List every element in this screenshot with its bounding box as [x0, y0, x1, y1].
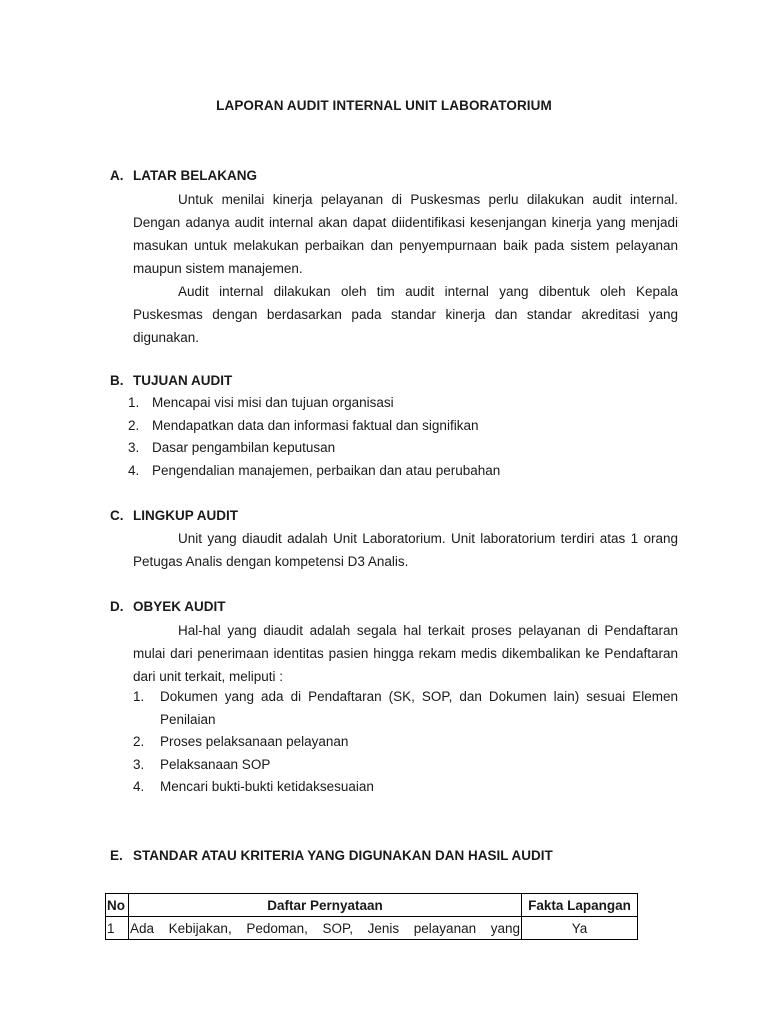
cell-no: 1 [106, 917, 129, 940]
section-d-letter: D. [110, 599, 124, 614]
section-c-paragraph-1: Unit yang diaudit adalah Unit Laboratorium. Unit laboratorium terdiri atas 1 orang Petugas Analis dengan kompetensi D3 Analis. [133, 531, 678, 569]
section-a-title: LATAR BELAKANG [133, 168, 257, 183]
list-text: Pelaksanaan SOP [160, 756, 271, 772]
list-text: Mencari bukti-bukti ketidaksesuaian [160, 779, 374, 794]
section-b-heading [110, 373, 232, 388]
section-d-list [133, 686, 678, 799]
section-a-letter: A. [110, 168, 124, 183]
section-c-heading [110, 508, 238, 523]
list-text: Dasar pengambilan keputusan [152, 440, 336, 455]
list-text: Pengendalian manajemen, perbaikan dan atau perubahan [152, 462, 501, 478]
list-number: 3. [128, 440, 140, 455]
list-number: 4. [128, 462, 140, 478]
header-no: No [106, 894, 129, 917]
audit-table [105, 893, 638, 940]
section-b-title: TUJUAN AUDIT [133, 373, 233, 388]
section-e-heading [110, 848, 553, 863]
cell-statement: Ada Kebijakan, Pedoman, SOP, Jenis pelayanan yang [129, 917, 522, 940]
list-item [128, 460, 688, 483]
section-c-title: LINGKUP AUDIT [133, 508, 239, 523]
list-item [133, 754, 678, 777]
list-item [133, 731, 678, 754]
header-statement: Daftar Pernyataan [129, 894, 522, 917]
list-text: Mencapai visi misi dan tujuan organisasi [152, 395, 394, 410]
list-number: 1. [133, 689, 145, 704]
list-number: 1. [128, 395, 140, 410]
section-d-heading [110, 599, 226, 614]
list-item [128, 392, 688, 415]
list-number: 4. [133, 779, 145, 794]
list-text: Dokumen yang ada di Pendaftaran (SK, SOP, dan Dokumen lain) sesuai Elemen Penilaian [160, 689, 678, 727]
section-d-title: OBYEK AUDIT [133, 599, 226, 614]
section-d-paragraph-1: Hal-hal yang diaudit adalah segala hal terkait proses pelayanan di Pendaftaran mulai dari penerimaan identitas pasien hingga rekam medis dikembalikan ke Pendaftaran dari unit terkait, meliputi : [133, 623, 678, 684]
section-a-paragraph-1: Untuk menilai kinerja pelayanan di Puskesmas perlu dilakukan audit internal. Dengan adanya audit internal akan dapat diidentifikasi kesenjangan kinerja yang menjadi masukan untuk melakukan perbaikan dan penyempurnaan baik pada sistem pelayanan maupun sistem manajemen. [133, 192, 678, 276]
section-e-letter: E. [110, 848, 123, 863]
list-text: Mendapatkan data dan informasi faktual dan signifikan [152, 417, 479, 433]
list-item [133, 686, 678, 731]
section-a-paragraph-2: Audit internal dilakukan oleh tim audit internal yang dibentuk oleh Kepala Puskesmas dengan berdasarkan pada standar kinerja dan standar akreditasi yang digunakan. [133, 284, 678, 345]
list-number: 3. [133, 756, 145, 772]
list-text: Proses pelaksanaan pelayanan [160, 734, 349, 749]
list-number: 2. [133, 734, 145, 749]
header-fact: Fakta Lapangan [522, 894, 638, 917]
document-title: LAPORAN AUDIT INTERNAL UNIT LABORATORIUM [216, 98, 552, 113]
table-row [106, 917, 638, 940]
section-b-letter: B. [110, 373, 124, 388]
list-item [133, 776, 678, 799]
section-b-list [128, 392, 688, 482]
section-c-letter: C. [110, 508, 124, 523]
list-number: 2. [128, 417, 140, 433]
list-item [128, 437, 688, 460]
table-header-row [106, 894, 638, 917]
section-a-heading [110, 168, 257, 183]
list-item [128, 415, 688, 438]
section-e-title: STANDAR ATAU KRITERIA YANG DIGUNAKAN DAN HASIL AUDIT [133, 848, 553, 863]
cell-fact: Ya [522, 917, 638, 940]
